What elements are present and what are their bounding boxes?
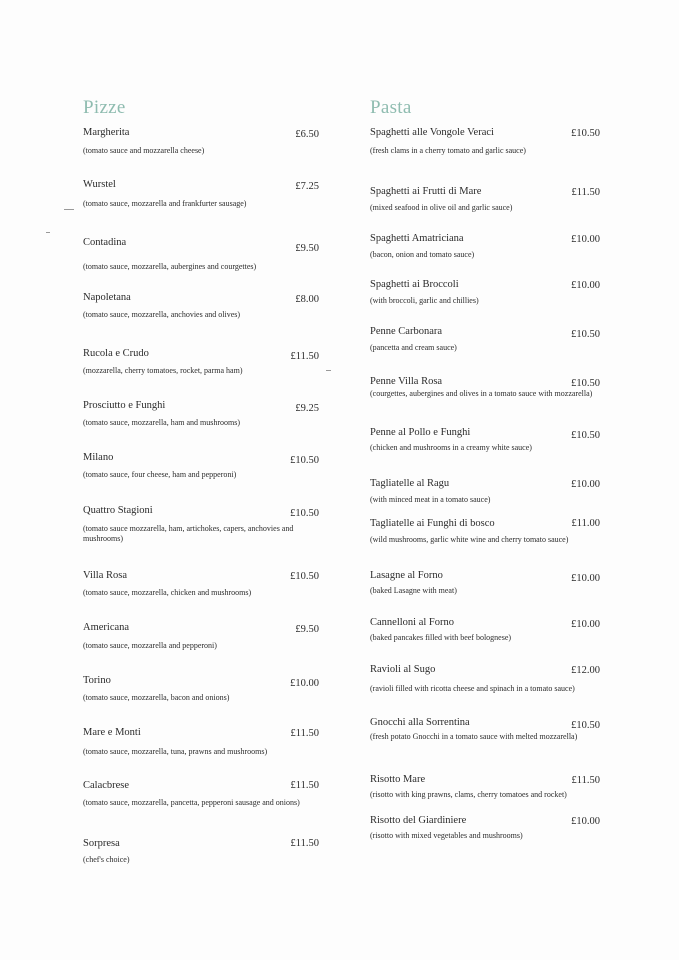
- item-name: Spaghetti Amatriciana: [370, 233, 464, 244]
- item-price: £10.00: [290, 678, 319, 689]
- menu-item: [83, 675, 319, 702]
- item-price: £7.25: [295, 181, 319, 192]
- item-description: (tomato sauce, mozzarella, aubergines and courgettes): [83, 262, 257, 271]
- item-name: Spaghetti ai Broccoli: [370, 279, 459, 290]
- item-description: (tomato sauce, mozzarella, pancetta, pepperoni sausage and onions): [83, 798, 300, 807]
- menu-item: [370, 478, 600, 504]
- item-name: Penne Carbonara: [370, 326, 443, 337]
- item-description: (chef's choice): [83, 855, 130, 864]
- menu-item: [370, 127, 600, 155]
- item-name: Tagliatelle al Ragu: [370, 478, 450, 489]
- item-price: £8.00: [295, 294, 319, 305]
- item-name: Torino: [83, 675, 111, 686]
- menu-item: [83, 292, 319, 319]
- item-name: Risotto del Giardiniere: [370, 815, 467, 826]
- menu-item: [83, 838, 319, 864]
- item-price: £10.00: [571, 280, 600, 291]
- menu-item: [370, 815, 600, 840]
- item-price: £11.00: [571, 518, 600, 529]
- item-description: (tomato sauce, mozzarella and pepperoni): [83, 641, 217, 650]
- item-description: (risotto with mixed vegetables and mushrooms): [370, 831, 523, 840]
- item-description: (bacon, onion and tomato sauce): [370, 250, 475, 259]
- menu-item: [83, 452, 319, 479]
- item-description: (tomato sauce, four cheese, ham and pepperoni): [83, 470, 237, 479]
- menu-item: [83, 127, 319, 155]
- pizze-section: [83, 97, 319, 864]
- item-name: Wurstel: [83, 179, 116, 190]
- scan-mark: [326, 370, 331, 371]
- item-name: Cannelloni al Forno: [370, 617, 454, 628]
- item-description: (fresh potato Gnocchi in a tomato sauce with melted mozzarella): [370, 732, 578, 741]
- item-name: Lasagne al Forno: [370, 570, 443, 581]
- item-price: £10.50: [571, 128, 600, 139]
- menu-item: [83, 505, 319, 543]
- item-name: Risotto Mare: [370, 774, 426, 785]
- item-name: Quattro Stagioni: [83, 505, 153, 516]
- item-price: £9.50: [295, 243, 319, 254]
- item-price: £10.50: [290, 571, 319, 582]
- menu-item: [83, 348, 319, 375]
- menu-item: [83, 400, 319, 427]
- item-price: £10.00: [571, 234, 600, 245]
- menu-item: [370, 664, 600, 693]
- item-name: Villa Rosa: [83, 570, 127, 581]
- item-name: Rucola e Crudo: [83, 348, 149, 359]
- item-description: (with broccoli, garlic and chillies): [370, 296, 479, 305]
- menu-item: [370, 376, 600, 398]
- item-name: Americana: [83, 622, 130, 633]
- menu-item: [370, 233, 600, 259]
- item-price: £11.50: [290, 728, 319, 739]
- scan-mark: [64, 209, 74, 210]
- item-price: £10.50: [571, 720, 600, 731]
- menu-item: [83, 570, 319, 597]
- item-description: (tomato sauce, mozzarella, chicken and mushrooms): [83, 588, 252, 597]
- menu-item: [83, 237, 319, 271]
- item-price: £11.50: [571, 187, 600, 198]
- item-description: (tomato sauce mozzarella, ham, artichokes, capers, anchovies and mushrooms): [83, 524, 294, 543]
- item-description: (tomato sauce, mozzarella, tuna, prawns and mushrooms): [83, 747, 268, 756]
- menu-item: [370, 518, 600, 544]
- item-name: Prosciutto e Funghi: [83, 400, 166, 411]
- item-description: (tomato sauce, mozzarella, bacon and onions): [83, 693, 230, 702]
- item-name: Penne al Pollo e Funghi: [370, 427, 471, 438]
- menu-item: [370, 570, 600, 595]
- item-price: £11.50: [290, 838, 319, 849]
- item-name: Gnocchi alla Sorrentina: [370, 717, 470, 728]
- item-name: Penne Villa Rosa: [370, 376, 443, 387]
- item-price: £10.50: [571, 378, 600, 389]
- item-price: £10.50: [290, 455, 319, 466]
- item-description: (tomato sauce, mozzarella and frankfurter sausage): [83, 199, 247, 208]
- item-description: (tomato sauce, mozzarella, anchovies and olives): [83, 310, 241, 319]
- item-price: £11.50: [290, 780, 319, 791]
- item-name: Spaghetti ai Frutti di Mare: [370, 186, 482, 197]
- menu-item: [370, 774, 600, 799]
- item-name: Margherita: [83, 127, 130, 138]
- item-price: £10.50: [571, 329, 600, 340]
- pasta-section: [370, 97, 600, 840]
- menu-item: [83, 622, 319, 650]
- item-price: £10.50: [290, 508, 319, 519]
- menu-item: [370, 717, 600, 741]
- item-description: (baked pancakes filled with beef bolognese): [370, 633, 512, 642]
- item-price: £6.50: [295, 129, 319, 140]
- item-description: (wild mushrooms, garlic white wine and cherry tomato sauce): [370, 535, 569, 544]
- item-price: £10.00: [571, 816, 600, 827]
- menu-item: [83, 727, 319, 756]
- menu-item: [83, 179, 319, 208]
- menu-item: [370, 279, 600, 305]
- item-price: £10.00: [571, 619, 600, 630]
- item-name: Milano: [83, 452, 114, 463]
- item-description: (ravioli filled with ricotta cheese and spinach in a tomato sauce): [370, 684, 575, 693]
- item-description: (pancetta and cream sauce): [370, 343, 457, 352]
- menu-item: [83, 780, 319, 807]
- pasta-heading: Pasta: [370, 97, 412, 118]
- item-description: (mixed seafood in olive oil and garlic sauce): [370, 203, 513, 212]
- scan-mark: [46, 232, 50, 233]
- item-description: (with minced meat in a tomato sauce): [370, 495, 491, 504]
- menu-item: [370, 186, 600, 212]
- item-name: Ravioli al Sugo: [370, 664, 436, 675]
- menu-item: [370, 427, 600, 452]
- item-name: Mare e Monti: [83, 727, 141, 738]
- item-price: £10.50: [571, 430, 600, 441]
- item-price: £12.00: [571, 665, 600, 676]
- menu-item: [370, 617, 600, 642]
- item-description: (baked Lasagne with meat): [370, 586, 457, 595]
- item-name: Sorpresa: [83, 838, 120, 849]
- item-description: (fresh clams in a cherry tomato and garlic sauce): [370, 146, 526, 155]
- item-description: (courgettes, aubergines and olives in a tomato sauce with mozzarella): [370, 389, 593, 398]
- pizze-heading: Pizze: [83, 97, 126, 118]
- item-description: (mozzarella, cherry tomatoes, rocket, parma ham): [83, 366, 243, 375]
- item-name: Calacbrese: [83, 780, 130, 791]
- item-description: (tomato sauce and mozzarella cheese): [83, 146, 205, 155]
- item-description: (risotto with king prawns, clams, cherry tomatoes and rocket): [370, 790, 567, 799]
- item-price: £9.50: [295, 624, 319, 635]
- item-name: Spaghetti alle Vongole Veraci: [370, 127, 494, 138]
- item-price: £10.00: [571, 479, 600, 490]
- item-price: £11.50: [571, 775, 600, 786]
- item-price: £10.00: [571, 573, 600, 584]
- menu-item: [370, 326, 600, 352]
- item-name: Tagliatelle ai Funghi di bosco: [370, 518, 495, 529]
- item-description: (tomato sauce, mozzarella, ham and mushrooms): [83, 418, 241, 427]
- item-name: Napoletana: [83, 292, 131, 303]
- item-price: £11.50: [290, 351, 319, 362]
- item-name: Contadina: [83, 237, 127, 248]
- item-description: (chicken and mushrooms in a creamy white sauce): [370, 443, 532, 452]
- item-price: £9.25: [295, 403, 319, 414]
